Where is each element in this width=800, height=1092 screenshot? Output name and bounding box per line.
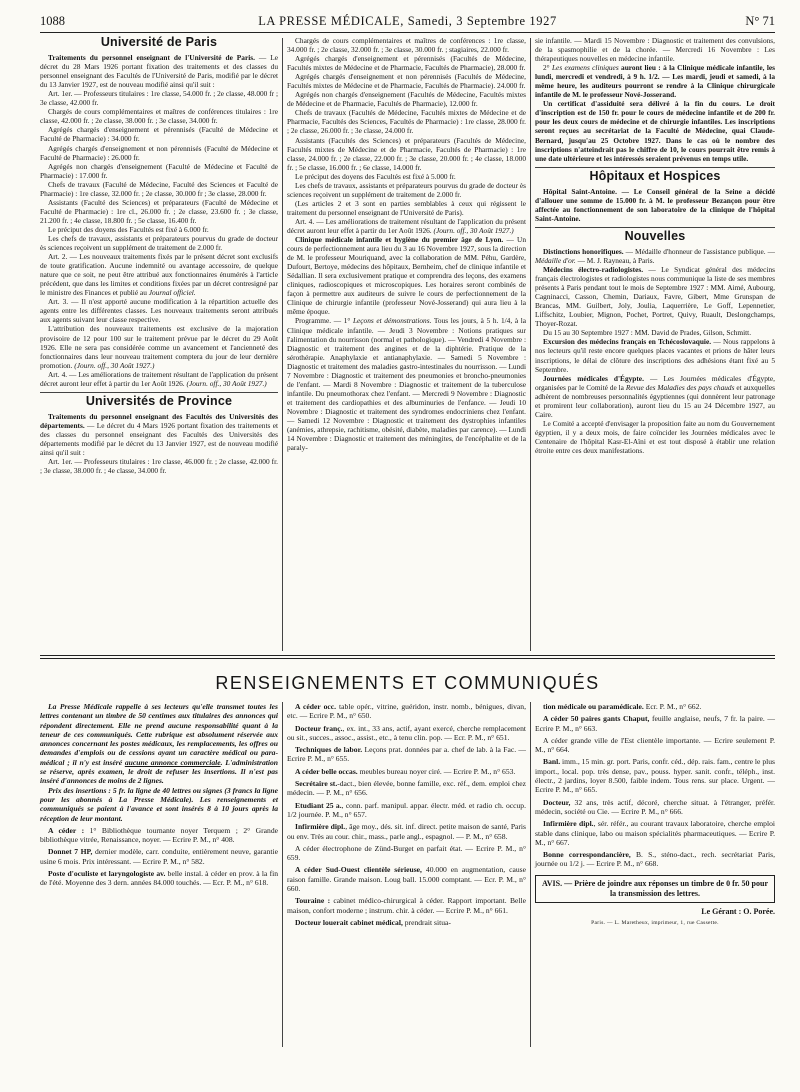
gerant-signature: Le Gérant : O. Porée. [701,906,775,916]
column-divider [282,38,283,651]
article-paragraph: Art. 4. — Les améliorations de traitement résultant de l'application du présent décret auront leur effet à partir du 1er Août 1926. (Journ. off., 30 Août 1927.) [40,369,278,388]
article-paragraph: Traitements du personnel enseignant de l'Université de Paris. — Le décret du 28 Mars 1926 portant fixation des traitements et des classes du personnel enseignant des Facultés de l'Université de Paris, modifié par le décret du 13 Janvier 1927, est de nouveau modifié ainsi qu'il suit : [40,53,278,90]
section-rule [40,392,278,393]
ads-column-1 [40,702,278,891]
article-paragraph: Excursion des médecins français en Tchécoslovaquie. — Nous rappelons à nos lecteurs qu'il reste encore quelques places vacantes et prions de hâter leurs inscriptions, le délai de clôture des inscriptions des adhésions étant fixé au 5 Septembre. [535,337,775,374]
journal-title: LA PRESSE MÉDICALE, Samedi, 3 Septembre 1927 [258,14,557,28]
column-divider [530,38,531,651]
article-paragraph: Agrégés non chargés d'enseignement (Facultés de Médecine, Facultés mixtes de Médecine et de Pharmacie, Facultés de Pharmacie), 12.000 fr. [287,90,526,109]
renseignements-title: RENSEIGNEMENTS ET COMMUNIQUÉS [215,673,600,693]
article-paragraph: Distinctions honorifiques. — Médaille d'honneur de l'assistance publique. — Médaille d'or. — M. J. Rayneau, à Paris. [535,246,775,265]
article-paragraph: Agrégés chargés d'enseignement et non pérennisés (Facultés de Médecine, Facultés mixtes de Médecine et de Pharmacie, Facultés de Pharmacie). 24.000 fr. [287,72,526,91]
article-paragraph: Hôpital Saint-Antoine. — Le Conseil général de la Seine a décidé d'allouer une somme de 15.000 fr. à M. le professeur Bezançon pour être affectée au fonctionnement de son laboratoire de la clinique de l'hôpital Saint-Antoine. [535,186,775,223]
article-paragraph: Les chefs de travaux, assistants et préparateurs pourvus du grade de docteur ès sciences reçoivent un supplément de traitement de 2.000 fr. [40,233,278,253]
classified-ad: Docteur, 32 ans, très actif, décoré, cherche situat. à l'étranger, préfér. médecin, société ou Cie. — Ecrire P. M., n° 666. [535,797,775,816]
page-number: 1088 [40,14,65,28]
article-paragraph: Journées médicales d'Égypte. — Les Journées médicales d'Égypte, organisées par le Comité de la Revue des Maladies des pays chauds et auxquelles adhèrent de nombreuses personnalités égyptiennes (qui donnèrent leur patronage et promirent leur collaboration), auront lieu du 15 au 24 Décembre 1927, au Caire. [535,373,775,419]
ads-column-2 [287,702,526,930]
section-double-rule [40,655,775,659]
section-rule [535,167,775,168]
column-2 [287,36,526,452]
classified-ad: Poste d'oculiste et laryngologiste av. belle instal. à céder en prov. à la fin de l'été. Moyenne des 3 dern. années 84.000 touchés. — Ecr. P. M., n° 618. [40,869,279,888]
news-columns [40,36,775,651]
article-paragraph: Art. 1er. — Professeurs titulaires : 1re classe, 46.000 fr. ; 2e classe, 42.000 fr. ; 3e classe, 38.000 fr. ; 4e classe, 34.000 fr. [40,457,278,476]
article-paragraph: Agrégés non chargés d'enseignement (Faculté de Médecine et Faculté de Pharmacie) : 17.000 fr. [40,161,278,180]
page-header [40,10,775,32]
article-paragraph: Traitements du personnel enseignant des Facultés des Universités des départements. — Le décret du 4 Mars 1926 portant fixation des traitements et des classes du personnel enseignant des Facultés des Universités des départements modifié par le décret du 13 Janvier 1927, est de nouveau modifié ainsi qu'il suit : [40,411,278,458]
article-paragraph: Chargés de cours complémentaires et maîtres de conférences : 1re classe, 34.000 fr. ; 2e classe, 32.000 fr. ; 3e classe, 30.000 fr. ; stagiaires, 22.000 fr. [287,36,526,55]
article-paragraph: Clinique médicale infantile et hygiène du premier âge de Lyon. — Un cours de perfectionnement aura lieu du 3 au 16 Novembre 1927, sous la direction de M. le professeur Mouriquand, avec la collaboration de MM. Péhu, Gardère, Dufourt, Bertoye, médecins des hôpitaux, Bernheim, chef de clinique infantile et Sédallian. Il sera exclusivement pratique et comprendra des leçons, des examens cliniques, radioscopiques et microscopiques. Les horaires seront combinés de façon à permettre aux auditeurs de suivre le cours de perfectionnement de la Clinique de chirurgie infantile (professeur Nové-Josserand) qui aura lieu à la même époque. [287,235,527,317]
article-paragraph: Agrégés chargés d'enseignement et non pérennisés (Faculté de Médecine et Faculté de Pharmacie) : 26.000 fr. [40,143,278,162]
article-paragraph: L'attribution des nouveaux traitements est exclusive de la majoration provisoire de 12 pour 100 sur le traitement prévue par le décret du 29 Août 1926. Elle ne sera pas considérée comme un avancement et l'ancienneté des fonctionnaires dans leur nouveau traitement comptera du jour de leur dernière promotion. (Journ. off., 30 Août 1927.) [40,324,278,370]
classified-ad: Banl. imm., 15 min. gr. port. Paris, confr. céd., dép. rais. fam., centre le plus import., local. pop. très dense, pav., pouss. hyper. sanit. confr., téléph., inst. électr., 2 jardins, loyer 8.500, faible indem. Tous rens. sur place. Urgent. — Ecrire P. M., n° 665. [535,757,775,795]
classified-ad: Docteur louerait cabinet médical, prendrait situa- [295,917,451,927]
classified-ad: Donnet 7 HP, dernier modèle, carr. conduite, entièrement neuve, garantie usine 6 mois. Prix intéressant. — Ecrire P. M., n° 582. [40,847,278,866]
article-paragraph: Assistants (Faculté des Sciences) et préparateurs (Faculté de Médecine et Faculté de Pharmacie) : 1re cl., 26.000 fr. ; 2e classe, 23.600 fr. ; 3e classe, 21.200 fr. ; 4e classe, 18.800 fr. ; 5e classe, 16.400 fr. [40,197,278,225]
classified-ad: tion médicale ou paramédicale. Ecr. P. M., n° 662. [543,702,702,711]
issue-number: N° 71 [745,14,775,28]
article-paragraph: Assistants (Facultés des Sciences) et préparateurs (Facultés de Médecine, Facultés mixtes de Médecine et de Pharmacie, Facultés de Pharmacie) : 1re classe, 24.000 fr. ; 2e classe, 22.000 fr. ; 3e classe, 20.000 fr. ; 4e classe, 18.000 fr. ; 5e classe, 16.000 fr. ; 6e classe, 14.000 fr. [287,135,526,172]
classified-ad: Bonne correspondancière, B. S., sténo-dact., rech. secrétariat Paris, journée ou 1/2 j. — Ecrire P. M., n° 668. [535,850,775,869]
article-paragraph: sie infantile. — Mardi 15 Novembre : Diagnostic et traitement des convulsions, de la spasmophilie et de la chorée. — Mercredi 16 Novembre : Les thérapeutiques nouvelles en médecine infantile. [535,36,775,64]
section-title-universites-province: Universités de Province [85,393,233,408]
ads-prices: Prix des insertions : 5 fr. la ligne de 40 lettres ou signes (3 francs la ligne pour les abonnés à La Presse Médicale). Les renseignements et communiqués se paient à l'avance et sont insérés 8 à 10 jours après la réception de leur montant. [40,785,278,823]
classified-ad: Touraine : cabinet médico-chirurgical à céder. Rapport important. Belle maison, confort moderne ; instrum. chir. à céder. — Ecrire P. M., n° 661. [287,896,527,915]
section-rule [535,227,775,228]
article-paragraph: Agrégés chargés d'enseignement et pérennisés (Facultés de Médecine, Facultés mixtes de Médecine et de Pharmacie, Facultés de Pharmacie), 28.000 fr. [287,54,526,73]
section-title-hopitaux: Hôpitaux et Hospices [589,168,721,183]
section-title-universite-paris: Université de Paris [100,35,218,49]
ads-column-3 [535,702,775,928]
avis-box: AVIS. — Prière de joindre aux réponses un timbre de 0 fr. 50 pour la transmission des lettres. [535,875,775,903]
classified-ad: A céder Sud-Ouest clientèle sérieuse, 40.000 en augmentation, cause raison famille. Grande maison. Loug ball. 15.000 comptant. — Ecr. P. M., n° 660. [287,865,526,894]
classified-ad: A céder : 1° Bibliothèque tournante noyer Terquem ; 2° Grande bibliothèque vitrée, Renaissance, noyer. — Ecrire P. M., n° 408. [40,825,278,845]
article-paragraph: (Les articles 2 et 3 sont en parties semblables à ceux qui régissent le traitement du personnel enseignant de l'Université de Paris). [287,198,526,217]
article-paragraph: Art. 1er. — Professeurs titulaires : 1re classe, 54.000 fr. ; 2e classe, 48.000 fr ; 3e classe, 42.000 fr. [40,89,278,108]
classified-ad: Docteur franç., ex. int., 33 ans, actif, ayant exercé, cherche remplacement ou sit., succes., assoc., assist., etc., à tenu clin. pop. — Ecr. P. M., n° 651. [287,723,526,742]
column-divider [530,702,531,1047]
article-paragraph: Un certificat d'assiduité sera délivré à la fin du cours. Le droit d'inscription est de 150 fr. pour le cours de médecine infantile et de 200 fr. pour les deux cours de médecine et de chirurgie infantiles. Les inscriptions seront reçues au secrétariat de la Faculté de Médecine, quai Claude-Bernard, jusqu'au 25 Octobre 1927. Dans le cas où le nombre des inscriptions n'atteindrait pas le chiffre de 10, le cours pourrait être remis à une date ultérieure et les intéressés seraient prévenus en temps utile. [535,99,775,163]
article-paragraph: Art. 4. — Les améliorations de traitement résultant de l'application du présent décret auront leur effet à partir du 1er Août 1926. (Journ. off., 30 Août 1927.) [287,216,526,235]
classified-ad: A céder belle occas. meubles bureau noyer ciré. — Ecrire P. M., n° 653. [295,766,516,776]
article-paragraph: Chefs de travaux (Faculté de Médecine, Faculté des Sciences et Faculté de Pharmacie) : 1re classe, 32.000 fr. ; 2e classe, 30.000 fr ; 3e classe, 28.000 fr. [40,179,278,198]
classified-ad: A céder occ. table opér., vitrine, guéridon, instr. nomb., bénigues, divan, etc. — Ecrire P. M., n° 650. [287,702,526,721]
newspaper-page [40,10,775,1076]
classified-ad: A céder 50 paires gants Chaput, feuille anglaise, neufs, 7 fr. la paire. — Ecrire P. M., n° 663. [535,714,775,733]
article-paragraph: Le préciput des doyens des Facultés est fixé à 6.000 fr. [48,224,209,234]
classified-ads [40,702,775,1092]
article-paragraph: Art. 2. — Les nouveaux traitements fixés par le présent décret sont exclusifs de toute gratification. Aucune indemnité ou avantage accessoire, de quelque nature que ce soit, ne peut être attribué aux fonctionnaires énumérés à l'article précédent, que dans les limites et conditions fixées par un décret contresigné par le ministre des Finances et publié au Journal officiel. [40,252,278,298]
section-title-nouvelles: Nouvelles [624,228,686,243]
ads-intro: La Presse Médicale rappelle à ses lecteurs qu'elle transmet toutes les lettres contenant un timbre de 50 centimes aux titulaires des annonces qui répondent directement. Elle ne prend aucune responsabilité quant à la teneur de ces communiqués. Cette rubrique est absolument réservée aux annonces concernant les postes médicaux, les remplacements, les offres ou demandes d'emplois ou de cessions ayant un caractère médical ou para-médical ; il n'y est inséré aucune annonce commerciale. L'administration se réserve, après examen, le droit de refuser les insertions. Il n'est pas inséré d'annonces de moins de 2 lignes. [40,702,279,786]
column-1 [40,36,278,475]
article-paragraph: Le Comité a accepté d'envisager la proposition faite au nom du Gouvernement égyptien, il y a deux mois, de faire coïncider les Journées médicales avec le Centenaire de l'hôpital Kasr-El-Aïni et est tout disposé à établir une relation étroite entre ces deux manifestations. [535,418,775,455]
article-paragraph: Le préciput des doyens des Facultés est fixé à 5.000 fr. [295,171,456,181]
classified-ad: A céder grande ville de l'Est clientèle importante. — Ecrire seulement P. M., n° 664. [535,735,775,755]
article-paragraph: Agrégés chargés d'enseignement et pérennisés (Faculté de Médecine et Faculté de Pharmacie) : 34.000 fr. [40,125,278,144]
article-paragraph: Chefs de travaux (Facultés de Médecine, Facultés mixtes de Médecine et de Pharmacie, Facultés des Sciences, Facultés de Pharmacie) : 1re classe, 28.000 fr. ; 2e classe, 26.000 fr. ; 3e classe, 24.000 fr. [287,108,526,136]
classified-ad: Infirmière dipl., âge moy., dés. sit. inf. direct. petite maison de santé, Paris ou env. Très au cour. chir., mass., parle angl., espagnol. — P. M., n° 658. [287,822,527,841]
classified-ad: Secrétaire st.-dact., bien élevée, bonne famille, exc. réf., dem. emploi chez médecin. — P. M., n° 656. [287,779,527,798]
classified-ad: A céder électrophone de Zünd-Burget en parfait état. — Ecrire P. M., n° 659. [287,843,526,863]
article-paragraph: Médecins électro-radiologistes. — Le Syndicat général des médecins français électrologistes et radiologistes nous communique la liste de ses membres présents à Paris pendant tout le mois de Septembre 1927 : MM. Aimé, Aubourg, Cagninacci, Casson, Chemin, Dariaux, Favre, Gibert, Mme Grunspan de Brancas, MM. Guilbert, Joly, Joulia, Laquerrière, Le Goff, Lepennetier, Liffschitz, Loubier, Mignon, Pochet, Portret, Quivy, Ruault, Deslongchamps, Thoyer-Rozat. [535,265,776,329]
column-divider [282,702,283,1047]
column-3 [535,36,775,455]
article-paragraph: Du 15 au 30 Septembre 1927 : MM. David de Prades, Gilson, Schmitt. [543,328,752,338]
article-paragraph: Chargés de cours complémentaires et maîtres de conférences titulaires : 1re classe, 42.000 fr. ; 2e classe, 38.000 fr. ; 3e classe, 34.000 fr. [40,107,278,126]
article-paragraph: Programme. — 1° Leçons et démonstrations. Tous les jours, à 5 h. 1/4, à la Clinique médicale infantile. — Jeudi 3 Novembre : Notions pratiques sur l'alimentation du nourrisson (normal et pathologique). — Vendredi 4 Novembre : Diagnostic et traitement des angines et de la diphtérie. Pratique de la sérothérapie. Anaphylaxie et antianaphylaxie. — Samedi 5 Novembre : Diagnostic et traitement des maladies gastro-intestinales du nourrisson. — Lundi 7 Novembre : Diagnostic et traitement des pneumonies et broncho-pneumonies de l'enfant. — Mardi 8 Novembre : Diagnostic et traitement de la tuberculose infantile. Du pneumothorax chez l'enfant. — Mercredi 9 Novembre : Diagnostic et traitement des cardiopathies et des albuminuries de l'enfance. — Jeudi 10 Novembre : Diagnostic et traitement des syndromes endocriniens chez l'enfant. — Samedi 12 Novembre : Diagnostic et traitement des dystrophies infantiles (anémies, athrepsie, rachitisme, obésité, diabète, maladies par carence). — Lundi 14 Novembre : Diagnostic et traitement des méningites, de l'encéphalite et de la paraly- [287,316,526,453]
article-paragraph: 2° Les examens cliniques auront lieu : à la Clinique médicale infantile, les lundi, mercredi et vendredi, à 9 h. 1/2. — Les mardi, jeudi et samedi, à la même heure, les auditeurs pourront se rendre à la Clinique chirurgicale infantile de M. le professeur Nové-Josserand. [535,63,776,100]
imprimeur-line: Paris. — L. Maretheux, imprimeur, 1, rue Cassette. [591,920,719,927]
header-rule [40,32,775,33]
classified-ad: Infirmière dipl., sér. référ., au courant travaux laboratoire, cherche emploi stable dans clinique, labo ou maison spécialités pharmaceutiques. — Ecrire P. M., n° 667. [535,819,775,847]
classified-ad: Etudiant 25 a., conn. parf. manipul. appar. électr. méd. et radio ch. occup. 1/2 journée. P. M., n° 657. [287,800,526,819]
article-paragraph: Les chefs de travaux, assistants et préparateurs pourvus du grade de docteur ès sciences reçoivent un supplément de traitement de 2.000 fr. [287,180,526,199]
classified-ad: Techniques de labor. Leçons prat. données par a. chef de lab. à la Fac. — Ecrire P. M., n° 655. [287,745,526,764]
article-paragraph: Art. 3. — Il n'est apporté aucune modification à la répartition actuelle des agents entre les différentes classes. Les nouveaux traitements seront attribués aux agents suivant leur classe respective. [40,297,278,325]
